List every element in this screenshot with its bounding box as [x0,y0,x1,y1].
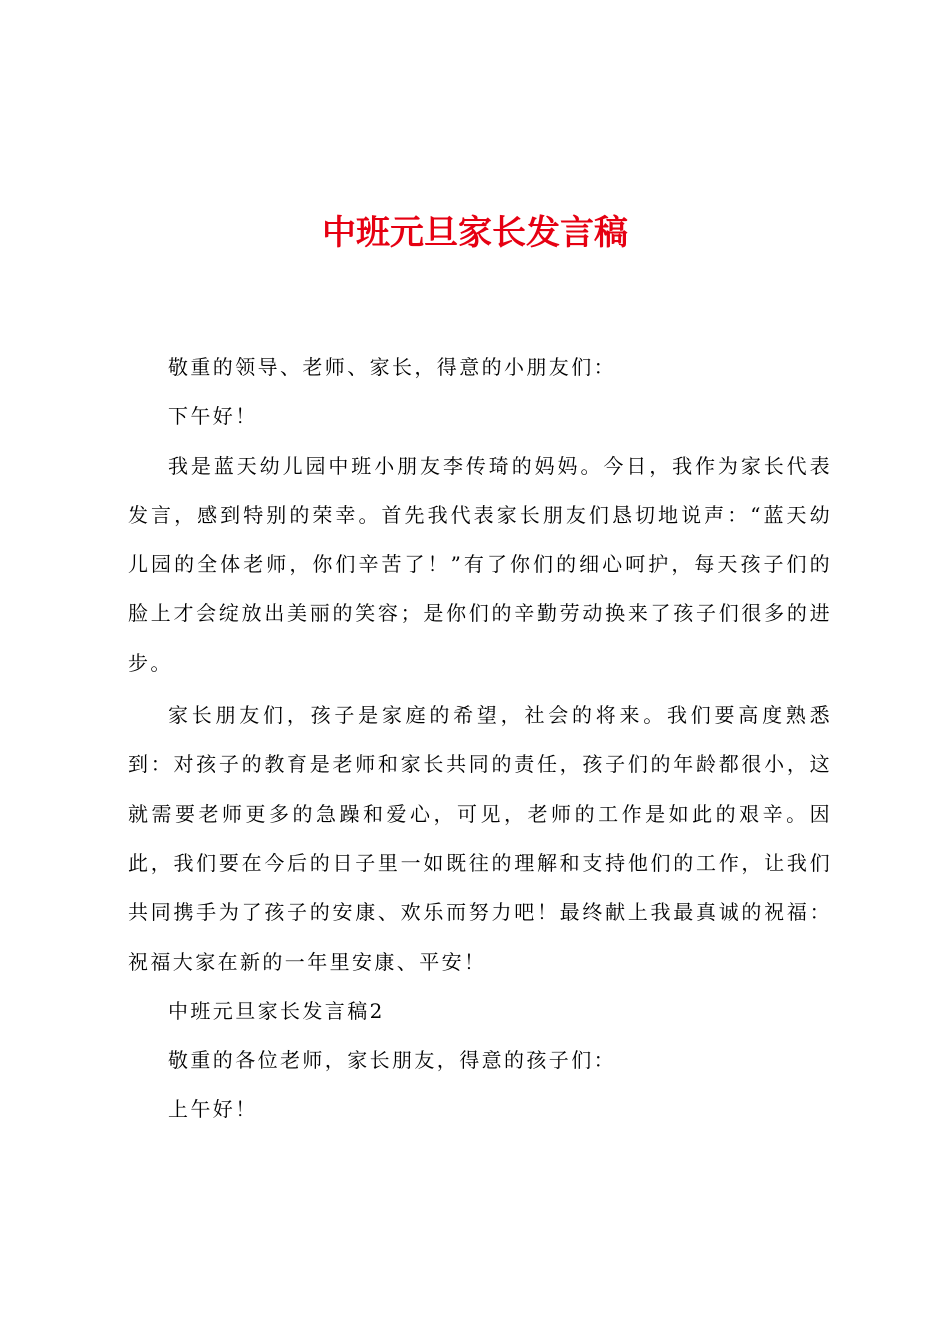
body-paragraph: 我是蓝天幼儿园中班小朋友李传琦的妈妈。今日，我作为家长代表发言，感到特别的荣幸。首先我代表家长朋友们恳切地说声：“蓝天幼儿园的全体老师，你们辛苦了！”有了你们的细心呵护，每天孩子们的脸上才会绽放出美丽的笑容；是你们的辛勤劳动换来了孩子们很多的进步。 [128,453,832,675]
greeting-paragraph: 敬重的各位老师，家长朋友，得意的孩子们： [168,1048,616,1073]
document-body [128,343,832,1135]
document-title: 中班元旦家长发言稿 [322,213,628,253]
salutation-paragraph: 上午好！ [168,1097,258,1122]
salutation-paragraph: 下午好！ [168,404,258,429]
greeting-paragraph: 敬重的领导、老师、家长，得意的小朋友们： [168,355,616,379]
body-paragraph: 家长朋友们，孩子是家庭的希望，社会的将来。我们要高度熟悉到：对孩子的教育是老师和家长共同的责任，孩子们的年龄都很小，这就需要老师更多的急躁和爱心，可见，老师的工作是如此的艰辛。因此，我们要在今后的日子里一如既往的理解和支持他们的工作，让我们共同携手为了孩子的安康、欢乐而努力吧！最终献上我最真诚的祝福：祝福大家在新的一年里安康、平安！ [128,703,832,974]
section-heading: 中班元旦家长发言稿2 [168,998,385,1023]
